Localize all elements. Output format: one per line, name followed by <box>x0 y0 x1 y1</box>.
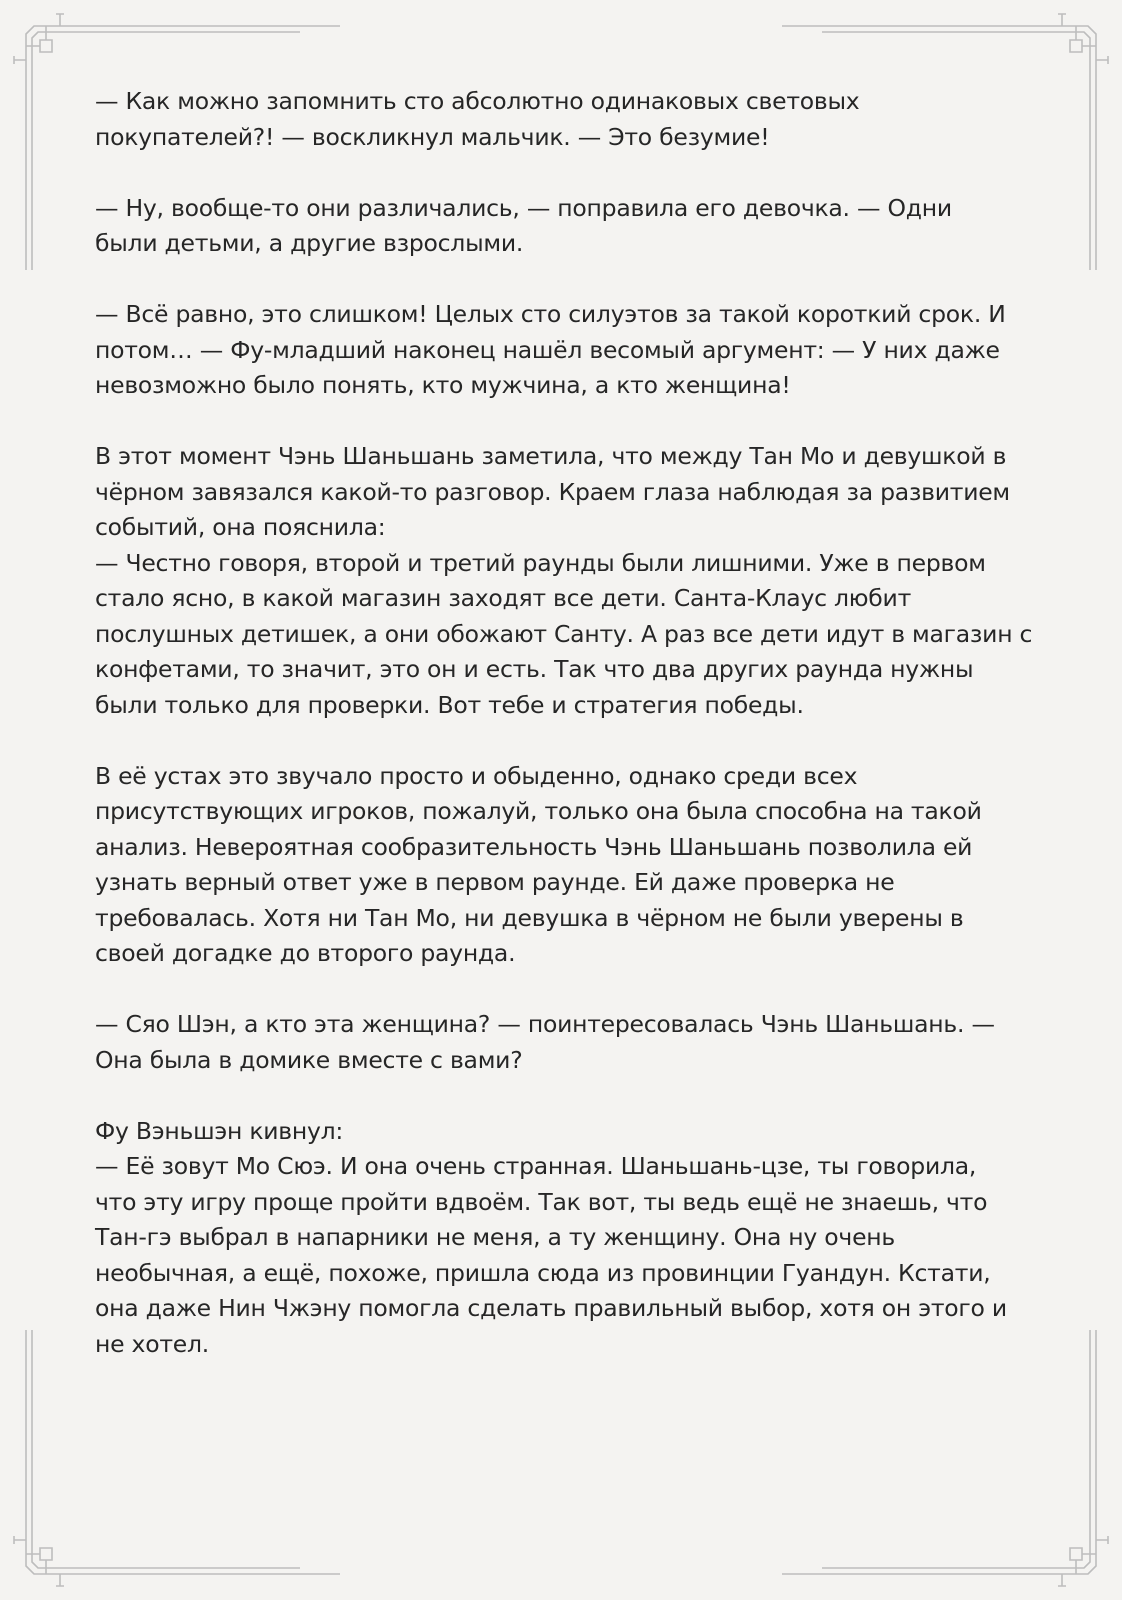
paragraph: — Сяо Шэн, а кто эта женщина? — поинтересовалась Чэнь Шаньшань. — Она была в домике вместе с вами? <box>95 1010 995 1074</box>
paragraph: — Ну, вообще-то они различались, — поправила его девочка. — Одни были детьми, а другие взрослыми. <box>95 193 952 257</box>
paragraph: В её устах это звучало просто и обыденно, однако среди всех присутствующих игроков, пожалуй, только она была способна на такой анализ. Невероятная сообразительность Чэнь Шаньшань позволила ей узнать верный ответ уже в первом раунде. Ей даже проверка не требовалась. Хотя ни Тан Мо, ни девушка в чёрном не были уверены в своей догадке до второго раунда. <box>95 761 982 967</box>
story-text <box>95 84 1035 1398</box>
paragraph: — Всё равно, это слишком! Целых сто силуэтов за такой короткий срок. И потом… — Фу-младший наконец нашёл весомый аргумент: — У них даже невозможно было понять, кто мужчина, а кто женщина! <box>95 300 1006 399</box>
paragraph: В этот момент Чэнь Шаньшань заметила, что между Тан Мо и девушкой в чёрном завязался какой-то разговор. Краем глаза наблюдая за развитием событий, она пояснила: — Честно говоря, второй и третий раунды были лишними. Уже в первом стало ясно, в какой магазин заходят все дети. Санта-Клаус любит послушных детишек, а они обожают Санту. А раз все дети идут в магазин с конфетами, то значит, это он и есть. Так что два других раунда нужны были только для проверки. Вот тебе и стратегия победы. <box>95 442 1033 719</box>
paragraph: Фу Вэньшэн кивнул: — Её зовут Мо Сюэ. И она очень странная. Шаньшань-цзе, ты говорила, что эту игру проще пройти вдвоём. Так вот, ты ведь ещё не знаешь, что Тан-гэ выбрал в напарники не меня, а ту женщину. Она ну очень необычная, а ещё, похоже, пришла сюда из провинции Гуандун. Кстати, она даже Нин Чжэну помогла сделать правильный выбор, хотя он этого и не хотел. <box>95 1116 1007 1358</box>
paragraph: — Как можно запомнить сто абсолютно одинаковых световых покупателей?! — воскликнул мальчик. — Это безумие! <box>95 87 860 151</box>
